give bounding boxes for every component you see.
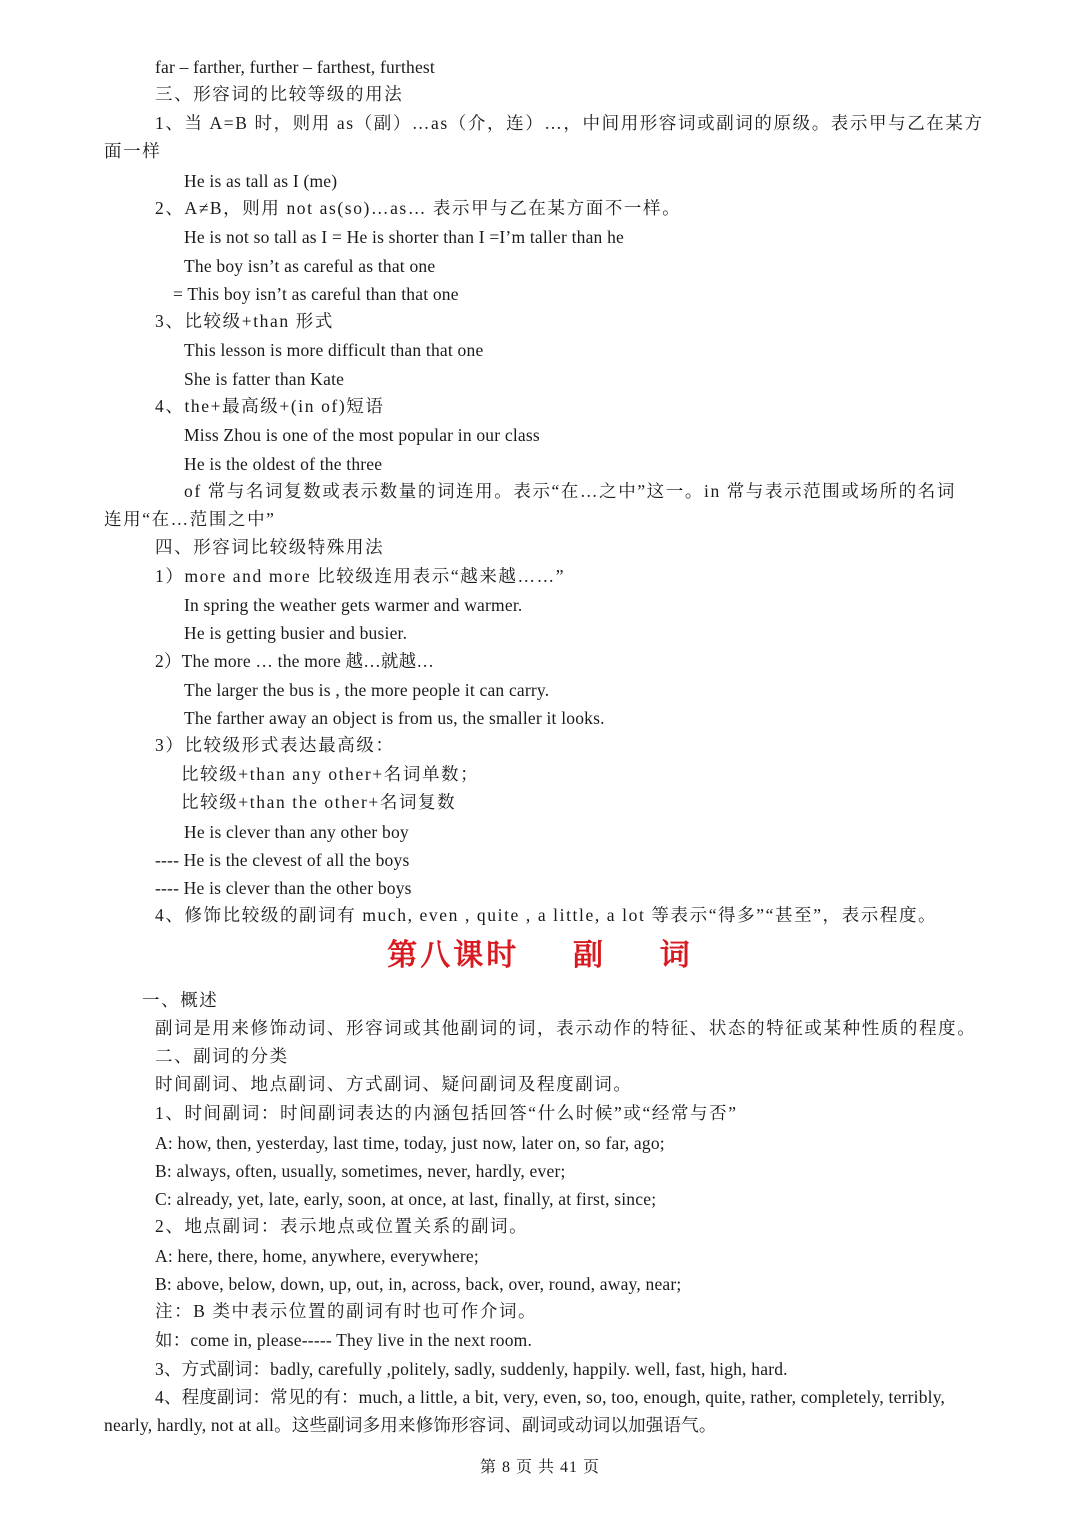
- example-sentence: ---- He is clever than the other boys: [155, 878, 412, 898]
- text-line: 2、地点副词：表示地点或位置关系的副词。: [155, 1216, 529, 1236]
- section-title: 第八课时 副 词: [387, 938, 693, 973]
- text-line: B: always, often, usually, sometimes, never, hardly, ever;: [155, 1161, 566, 1181]
- example-sentence: He is getting busier and busier.: [184, 623, 408, 643]
- text-line: B: above, below, down, up, out, in, across, back, over, round, away, near;: [155, 1274, 682, 1294]
- example-sentence: He is the oldest of the three: [184, 454, 383, 474]
- example-sentence: In spring the weather gets warmer and warmer.: [184, 595, 523, 615]
- page-footer: 第 8 页 共 41 页: [479, 1459, 600, 1476]
- text-line: 2、A≠B，则用 not as(so)…as… 表示甲与乙在某方面不一样。: [155, 198, 682, 218]
- note-line: 注：B 类中表示位置的副词有时也可作介词。: [155, 1301, 538, 1321]
- text-line: 1、时间副词：时间副词表达的内涵包括回答“什么时候”或“经常与否”: [155, 1103, 738, 1123]
- example-sentence: Miss Zhou is one of the most popular in our class: [184, 425, 540, 445]
- text-line: 连用“在…范围之中”: [104, 509, 276, 529]
- text-line: 4、the+最高级+(in of)短语: [155, 396, 385, 416]
- example-sentence: This lesson is more difficult than that one: [184, 340, 484, 360]
- example-sentence: The farther away an object is from us, the smaller it looks.: [184, 708, 605, 728]
- text-line: A: how, then, yesterday, last time, today, just now, later on, so far, ago;: [155, 1133, 665, 1153]
- text-line: 2）The more … the more 越…就越…: [155, 651, 435, 671]
- heading-overview: 一、概述: [142, 990, 219, 1010]
- text-line: 1）more and more 比较级连用表示“越来越……”: [155, 566, 566, 586]
- text-line: 3）比较级形式表达最高级：: [155, 735, 395, 755]
- example-sentence: He is not so tall as I = He is shorter than I =I’m taller than he: [184, 227, 624, 247]
- text-line: far – farther, further – farthest, furthest: [155, 57, 435, 77]
- text-line: nearly, hardly, not at all。这些副词多用来修饰形容词、副词或动词以加强语气。: [104, 1415, 717, 1435]
- heading-special-usage: 四、形容词比较级特殊用法: [155, 537, 385, 557]
- example-sentence: He is as tall as I (me): [184, 171, 338, 191]
- heading-classification: 二、副词的分类: [155, 1046, 289, 1066]
- text-line: 4、程度副词：常见的有：much, a little, a bit, very, even, so, too, enough, quite, rather, completely, terribly,: [155, 1387, 946, 1407]
- example-sentence: ---- He is the clevest of all the boys: [155, 850, 410, 870]
- example-sentence: The boy isn’t as careful as that one: [184, 256, 436, 276]
- text-line: 时间副词、地点副词、方式副词、疑问副词及程度副词。: [155, 1074, 633, 1094]
- text-line: 4、修饰比较级的副词有 much, even , quite , a little, a lot 等表示“得多”“甚至”，表示程度。: [155, 905, 938, 925]
- heading-comparison-usage: 三、形容词的比较等级的用法: [155, 84, 404, 104]
- example-sentence: She is fatter than Kate: [184, 369, 345, 389]
- example-sentence: He is clever than any other boy: [184, 822, 409, 842]
- text-line: 比较级+than any other+名词单数；: [181, 764, 480, 784]
- text-line: 3、方式副词：badly, carefully ,politely, sadly, suddenly, happily. well, fast, high, hard.: [155, 1359, 788, 1379]
- text-line: 3、比较级+than 形式: [155, 311, 334, 331]
- text-line: 如：come in, please----- They live in the next room.: [155, 1330, 533, 1350]
- text-line: of 常与名词复数或表示数量的词连用。表示“在…之中”这一。in 常与表示范围或场所的名词: [184, 481, 956, 501]
- text-line: 副词是用来修饰动词、形容词或其他副词的词，表示动作的特征、状态的特征或某种性质的程度。: [155, 1018, 977, 1038]
- example-sentence: = This boy isn’t as careful than that one: [173, 284, 459, 304]
- example-sentence: The larger the bus is , the more people it can carry.: [184, 680, 550, 700]
- text-line: 1、当 A=B 时，则用 as（副）…as（介，连）…，中间用形容词或副词的原级。表示甲与乙在某方: [155, 113, 984, 133]
- text-line: 面一样: [104, 141, 162, 161]
- text-line: 比较级+than the other+名词复数: [181, 792, 457, 812]
- text-line: C: already, yet, late, early, soon, at once, at last, finally, at first, since;: [155, 1189, 657, 1209]
- text-line: A: here, there, home, anywhere, everywhere;: [155, 1246, 479, 1266]
